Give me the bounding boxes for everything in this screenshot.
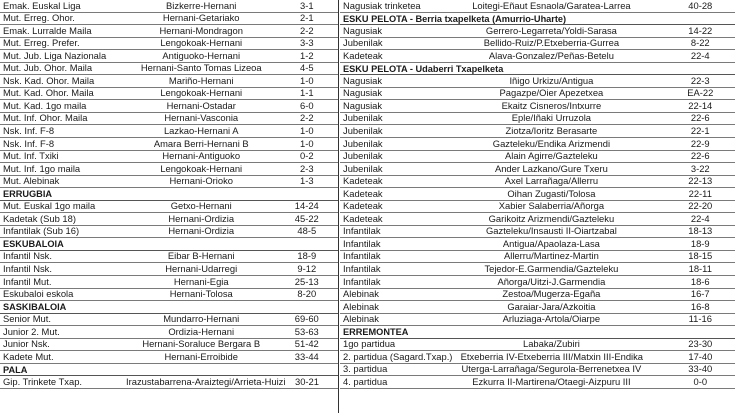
- result-row: [0, 163, 338, 176]
- score-cell: 6-0: [300, 99, 314, 111]
- score-cell: 4-5: [300, 62, 314, 74]
- category-cell: Infantil Mut.: [3, 275, 52, 287]
- category-cell: Mut. Erreg. Ohor.: [3, 12, 75, 24]
- score-cell: 2-2: [300, 112, 314, 124]
- match-cell: Irazustabarrena-Araiztegi/Arrieta-Huizi: [126, 375, 286, 387]
- score-cell: 22-11: [688, 187, 712, 199]
- result-row: [340, 125, 735, 138]
- result-row: [340, 314, 735, 327]
- match-cell: Zestoa/Mugerza-Egaña: [502, 288, 601, 300]
- category-cell: Infantilak: [343, 237, 381, 249]
- section-header: SASKIBALOIA: [0, 301, 338, 314]
- match-cell: Xabier Salaberria/Añorga: [498, 200, 605, 212]
- category-cell: Kadeteak: [343, 200, 383, 212]
- category-cell: Nagusiak: [343, 24, 383, 36]
- result-row: [0, 251, 338, 264]
- result-row: [0, 201, 338, 214]
- result-row: [340, 176, 735, 189]
- match-cell: Ezkurra II-Martirena/Otaegi-Aizpuru III: [472, 375, 631, 387]
- result-row: [340, 88, 735, 101]
- category-cell: Nagusiak: [343, 99, 383, 111]
- result-row: [0, 351, 338, 364]
- result-row: [0, 13, 338, 26]
- score-cell: EA-22: [687, 87, 714, 99]
- score-cell: 18-9: [690, 237, 710, 249]
- result-row: [340, 263, 735, 276]
- match-cell: Etxeberria IV-Etxeberria III/Matxin III-Endika: [460, 350, 644, 362]
- score-cell: 22-3: [690, 74, 710, 86]
- result-row: [340, 163, 735, 176]
- score-cell: 22-14: [688, 99, 713, 111]
- result-row: [340, 376, 735, 389]
- result-row: [0, 276, 338, 289]
- score-cell: 14-24: [294, 200, 319, 212]
- match-cell: Gerrero-Legarreta/Yoldi-Sarasa: [485, 24, 617, 36]
- category-cell: Eskubaloi eskola: [3, 288, 74, 300]
- category-cell: Infantilak: [343, 275, 381, 287]
- match-cell: Hernani-Orioko: [169, 175, 234, 187]
- category-cell: Mut. Inf. 1go maila: [3, 162, 81, 174]
- score-cell: 0-2: [300, 150, 314, 162]
- result-row: [0, 314, 338, 327]
- match-cell: Ekaitz Cisneros/Intxurre: [501, 99, 602, 111]
- category-cell: Kadetak (Sub 18): [3, 212, 76, 224]
- match-cell: Antiguoko-Hernani: [162, 49, 241, 61]
- score-cell: 53-63: [294, 325, 319, 337]
- score-cell: 45-22: [294, 212, 319, 224]
- match-cell: Hernani-Ordizia: [168, 212, 235, 224]
- section-header: ESKUBALOIA: [0, 238, 338, 251]
- match-cell: Garaiar-Jara/Azkoitia: [507, 300, 596, 312]
- match-cell: Uterga-Larrañaga/Segurola-Berrenetxea IV: [461, 363, 642, 375]
- score-cell: 2-2: [300, 24, 314, 36]
- score-cell: 3-22: [690, 162, 710, 174]
- score-cell: 18-13: [688, 225, 713, 237]
- score-cell: 22-6: [690, 112, 710, 124]
- match-cell: Allerru/Martinez-Martin: [504, 250, 599, 262]
- score-cell: 18-15: [688, 250, 713, 262]
- result-row: [0, 63, 338, 76]
- result-row: [340, 289, 735, 302]
- result-row: [0, 88, 338, 101]
- score-cell: 22-1: [690, 124, 710, 136]
- category-cell: Infantil Nsk.: [3, 250, 52, 262]
- category-cell: 3. partidua: [343, 363, 388, 375]
- column-divider: [338, 0, 339, 413]
- category-cell: Infantil Nsk.: [3, 262, 52, 274]
- category-cell: Mut. Jub. Ohor. Maila: [3, 62, 93, 74]
- match-cell: Lengokoak-Hernani: [160, 37, 243, 49]
- match-cell: Lazkao-Hernani A: [163, 124, 239, 136]
- match-cell: Hernani-Vasconia: [164, 112, 239, 124]
- category-cell: Junior Nsk.: [3, 338, 50, 350]
- category-cell: Nagusiak: [343, 87, 383, 99]
- score-cell: 8-20: [297, 288, 317, 300]
- result-row: [0, 226, 338, 239]
- match-cell: Hernani-Udarregi: [165, 262, 238, 274]
- result-row: [340, 0, 735, 13]
- score-cell: 69-60: [294, 313, 319, 325]
- score-cell: 33-44: [294, 350, 319, 362]
- category-cell: Gip. Trinkete Txap.: [3, 375, 83, 387]
- result-row: [340, 251, 735, 264]
- result-row: [0, 100, 338, 113]
- match-cell: Hernani-Antiguoko: [162, 150, 241, 162]
- category-cell: 4. partidua: [343, 375, 388, 387]
- category-cell: Kadeteak: [343, 187, 383, 199]
- match-cell: Hernani-Ordizia: [168, 225, 235, 237]
- category-cell: Nsk. Kad. Ohor. Maila: [3, 74, 95, 86]
- match-cell: Eple/Iñaki Urruzola: [511, 112, 591, 124]
- match-cell: Ander Lazkano/Gure Txeru: [494, 162, 608, 174]
- result-row: [0, 151, 338, 164]
- match-cell: Ordizia-Hernani: [168, 325, 235, 337]
- score-cell: 22-13: [688, 175, 713, 187]
- category-cell: Nsk. Inf. F-8: [3, 137, 55, 149]
- result-row: [340, 238, 735, 251]
- match-cell: Bizkerre-Hernani: [166, 0, 237, 11]
- score-cell: 16-8: [690, 300, 710, 312]
- match-cell: Axel Larrañaga/Allerru: [504, 175, 599, 187]
- match-cell: Bellido-Ruiz/P.Etxeberria-Gurrea: [483, 37, 620, 49]
- match-cell: Mariño-Hernani: [168, 74, 234, 86]
- match-cell: Alava-Gonzalez/Peñas-Betelu: [488, 49, 614, 61]
- score-cell: 30-21: [295, 375, 319, 387]
- category-cell: Infantilak: [343, 225, 381, 237]
- category-cell: Nagusiak trinketea: [343, 0, 421, 11]
- match-cell: Hernani-Erroibide: [164, 350, 238, 362]
- score-cell: 18-9: [297, 250, 317, 262]
- score-cell: 48-5: [297, 225, 317, 237]
- result-row: [340, 188, 735, 201]
- score-cell: 1-2: [300, 49, 314, 61]
- result-row: [340, 301, 735, 314]
- category-cell: Mut. Euskal 1go maila: [3, 200, 96, 212]
- category-cell: Junior 2. Mut.: [3, 325, 60, 337]
- result-row: [340, 364, 735, 377]
- category-cell: Emak. Euskal Liga: [3, 0, 81, 11]
- match-cell: Antigua/Apaolaza-Lasa: [502, 237, 600, 249]
- match-cell: Mundarro-Hernani: [163, 313, 240, 325]
- score-cell: 51-42: [294, 338, 319, 350]
- category-cell: Jubenilak: [343, 150, 383, 162]
- score-cell: 23-30: [688, 338, 713, 350]
- category-cell: Kadete Mut.: [3, 350, 54, 362]
- score-cell: 1-3: [300, 175, 314, 187]
- result-row: [340, 138, 735, 151]
- match-cell: Eibar B-Hernani: [167, 250, 235, 262]
- match-cell: Hernani-Soraluce Bergara B: [142, 338, 261, 350]
- match-cell: Gazteleku/Insausti II-Oiartzabal: [486, 225, 617, 237]
- score-cell: 2-3: [300, 162, 314, 174]
- result-row: [0, 176, 338, 189]
- category-cell: Infantilak: [343, 262, 381, 274]
- section-header: ESKU PELOTA - Berria txapelketa (Amurrio-Uharte): [340, 13, 735, 26]
- result-row: [0, 25, 338, 38]
- category-cell: Jubenilak: [343, 162, 383, 174]
- category-cell: Kadeteak: [343, 175, 383, 187]
- score-cell: 22-9: [690, 137, 710, 149]
- score-cell: 8-22: [690, 37, 710, 49]
- category-cell: 1go partidua: [343, 338, 396, 350]
- result-row: [340, 75, 735, 88]
- category-cell: Jubenilak: [343, 37, 383, 49]
- score-cell: 22-4: [690, 49, 710, 61]
- category-cell: Mut. Inf. Ohor. Maila: [3, 112, 88, 124]
- score-cell: 16-7: [690, 288, 710, 300]
- match-cell: Hernani-Getariako: [162, 12, 240, 24]
- score-cell: 22-4: [690, 212, 710, 224]
- score-cell: 9-12: [297, 262, 317, 274]
- category-cell: Alebinak: [343, 300, 379, 312]
- category-cell: Infantilak: [343, 250, 381, 262]
- result-row: [340, 276, 735, 289]
- score-cell: 33-40: [688, 363, 713, 375]
- result-row: [340, 339, 735, 352]
- match-cell: Labaka/Zubiri: [523, 338, 580, 350]
- match-cell: Alain Agirre/Gazteleku: [505, 150, 598, 162]
- result-row: [0, 38, 338, 51]
- results-column-right: [340, 0, 735, 389]
- category-cell: Infantilak (Sub 16): [3, 225, 80, 237]
- match-cell: Hernani-Tolosa: [169, 288, 233, 300]
- category-cell: Kadeteak: [343, 212, 383, 224]
- result-row: [0, 339, 338, 352]
- section-header: ERRUGBIA: [0, 188, 338, 201]
- score-cell: 17-40: [688, 350, 713, 362]
- score-cell: 18-6: [690, 275, 710, 287]
- section-header: ERREMONTEA: [340, 326, 735, 339]
- match-cell: Oihan Zugasti/Tolosa: [507, 187, 596, 199]
- score-cell: 3-3: [300, 37, 314, 49]
- category-cell: Nsk. Inf. F-8: [3, 124, 55, 136]
- score-cell: 22-6: [690, 150, 710, 162]
- result-row: [340, 351, 735, 364]
- category-cell: Nagusiak: [343, 74, 383, 86]
- score-cell: 1-0: [300, 74, 314, 86]
- category-cell: 2. partidua (Sagard.Txap.): [343, 350, 453, 362]
- match-cell: Hernani-Mondragon: [159, 24, 243, 36]
- result-row: [0, 0, 338, 13]
- category-cell: Jubenilak: [343, 137, 383, 149]
- match-cell: Gazteleku/Endika Arizmendi: [492, 137, 611, 149]
- category-cell: Mut. Jub. Liga Nazionala: [3, 49, 107, 61]
- score-cell: 18-11: [688, 262, 712, 274]
- category-cell: Mut. Alebinak: [3, 175, 60, 187]
- score-cell: 40-28: [688, 0, 713, 11]
- score-cell: 25-13: [294, 275, 319, 287]
- score-cell: 2-1: [300, 12, 314, 24]
- result-row: [340, 151, 735, 164]
- match-cell: Lengokoak-Hernani: [160, 87, 243, 99]
- results-column-left: [0, 0, 338, 389]
- result-row: [0, 75, 338, 88]
- result-row: [0, 263, 338, 276]
- match-cell: Garikoitz Arizmendi/Gazteleku: [488, 212, 615, 224]
- result-row: [340, 226, 735, 239]
- match-cell: Arluziaga-Artola/Oiarpe: [502, 313, 601, 325]
- score-cell: 14-22: [688, 24, 713, 36]
- category-cell: Mut. Inf. Txiki: [3, 150, 59, 162]
- result-row: [340, 38, 735, 51]
- result-row: [340, 201, 735, 214]
- result-row: [340, 213, 735, 226]
- result-row: [0, 113, 338, 126]
- category-cell: Emak. Lurralde Maila: [3, 24, 92, 36]
- result-row: [0, 376, 338, 389]
- match-cell: Tejedor-E.Garmendia/Gazteleku: [484, 262, 619, 274]
- match-cell: Hernani-Ostadar: [166, 99, 236, 111]
- match-cell: Iñigo Urkizu/Antigua: [509, 74, 594, 86]
- category-cell: Alebinak: [343, 288, 379, 300]
- match-cell: Pagazpe/Oier Apezetxea: [499, 87, 604, 99]
- score-cell: 1-0: [300, 124, 314, 136]
- section-header: ESKU PELOTA - Udaberri Txapelketa: [340, 63, 735, 76]
- match-cell: Ziotza/Ioritz Berasarte: [505, 124, 598, 136]
- match-cell: Amara Berri-Hernani B: [153, 137, 249, 149]
- category-cell: Mut. Kad. Ohor. Maila: [3, 87, 94, 99]
- result-row: [0, 213, 338, 226]
- category-cell: Kadeteak: [343, 49, 383, 61]
- match-cell: Getxo-Hernani: [170, 200, 232, 212]
- category-cell: Alebinak: [343, 313, 379, 325]
- score-cell: 3-1: [300, 0, 314, 11]
- result-row: [0, 289, 338, 302]
- result-row: [0, 138, 338, 151]
- result-row: [0, 326, 338, 339]
- result-row: [340, 113, 735, 126]
- result-row: [0, 125, 338, 138]
- category-cell: Mut. Erreg. Prefer.: [3, 37, 80, 49]
- result-row: [340, 25, 735, 38]
- score-cell: 1-1: [300, 87, 314, 99]
- category-cell: Senior Mut.: [3, 313, 51, 325]
- category-cell: Jubenilak: [343, 124, 383, 136]
- category-cell: Mut. Kad. 1go maila: [3, 99, 87, 111]
- match-cell: Hernani-Egia: [173, 275, 229, 287]
- category-cell: Jubenilak: [343, 112, 383, 124]
- result-row: [340, 100, 735, 113]
- section-header: PALA: [0, 364, 338, 377]
- result-row: [0, 50, 338, 63]
- match-cell: Hernani-Santo Tomas Lizeoa: [140, 62, 262, 74]
- match-cell: Añorga/Uitzi-J.Garmendia: [497, 275, 606, 287]
- match-cell: Loitegi-Eñaut Esnaola/Garatea-Larrea: [472, 0, 631, 11]
- result-row: [340, 50, 735, 63]
- score-cell: 22-20: [688, 200, 713, 212]
- match-cell: Lengokoak-Hernani: [160, 162, 243, 174]
- score-cell: 1-0: [300, 137, 314, 149]
- score-cell: 11-16: [688, 313, 712, 325]
- score-cell: 0-0: [693, 375, 708, 387]
